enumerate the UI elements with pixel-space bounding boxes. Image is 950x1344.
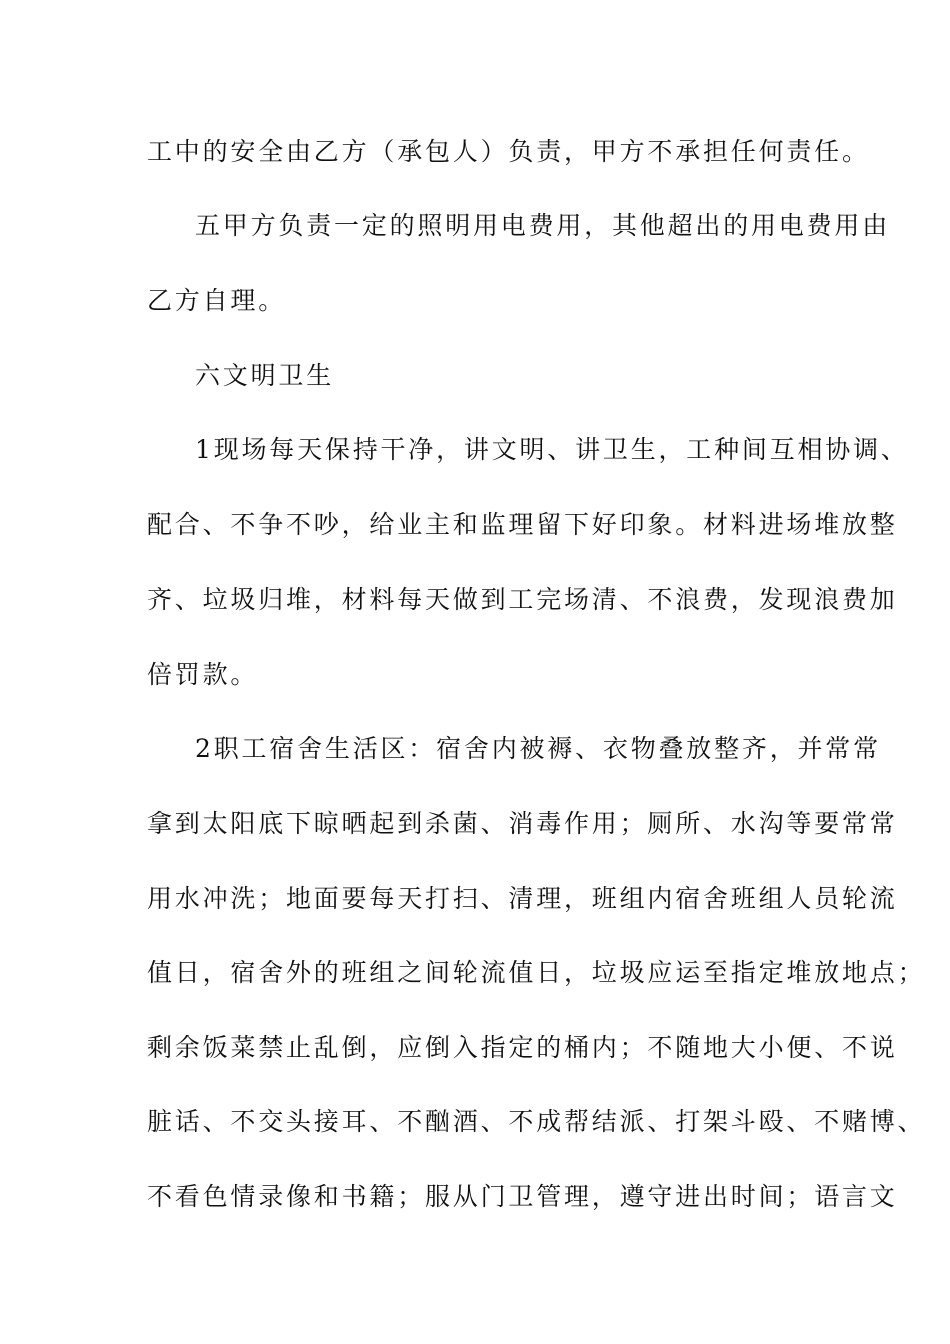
text-line-6: 配合、不争不吵，给业主和监理留下好印象。材料进场堆放整 bbox=[147, 510, 898, 539]
text-line-15: 不看色情录像和书籍；服从门卫管理，遵守进出时间；语言文 bbox=[147, 1182, 898, 1211]
text-line-11: 用水冲洗；地面要每天打扫、清理，班组内宿舍班组人员轮流 bbox=[147, 884, 898, 913]
text-line-3: 乙方自理。 bbox=[147, 286, 287, 315]
text-line-12: 值日，宿舍外的班组之间轮流值日，垃圾应运至指定堆放地点； bbox=[147, 958, 926, 987]
section-heading: 六文明卫生 bbox=[195, 361, 335, 390]
text-line-10: 拿到太阳底下晾晒起到杀菌、消毒作用；厕所、水沟等要常常 bbox=[147, 809, 898, 838]
text-line-7: 齐、垃圾归堆，材料每天做到工完场清、不浪费，发现浪费加 bbox=[147, 585, 898, 614]
text-line-13: 剩余饭菜禁止乱倒，应倒入指定的桶内；不随地大小便、不说 bbox=[147, 1033, 898, 1062]
text-line-8: 倍罚款。 bbox=[147, 660, 259, 689]
text-line-9: 2职工宿舍生活区：宿舍内被褥、衣物叠放整齐，并常常 bbox=[195, 734, 881, 763]
text-line-1: 工中的安全由乙方（承包人）负责，甲方不承担任何责任。 bbox=[147, 137, 870, 166]
text-line-2: 五甲方负责一定的照明用电费用，其他超出的用电费用由 bbox=[195, 211, 891, 240]
text-line-5: 1现场每天保持干净，讲文明、讲卫生，工种间互相协调、 bbox=[195, 435, 909, 464]
text-line-14: 脏话、不交头接耳、不酗酒、不成帮结派、打架斗殴、不赌博、 bbox=[147, 1107, 926, 1136]
